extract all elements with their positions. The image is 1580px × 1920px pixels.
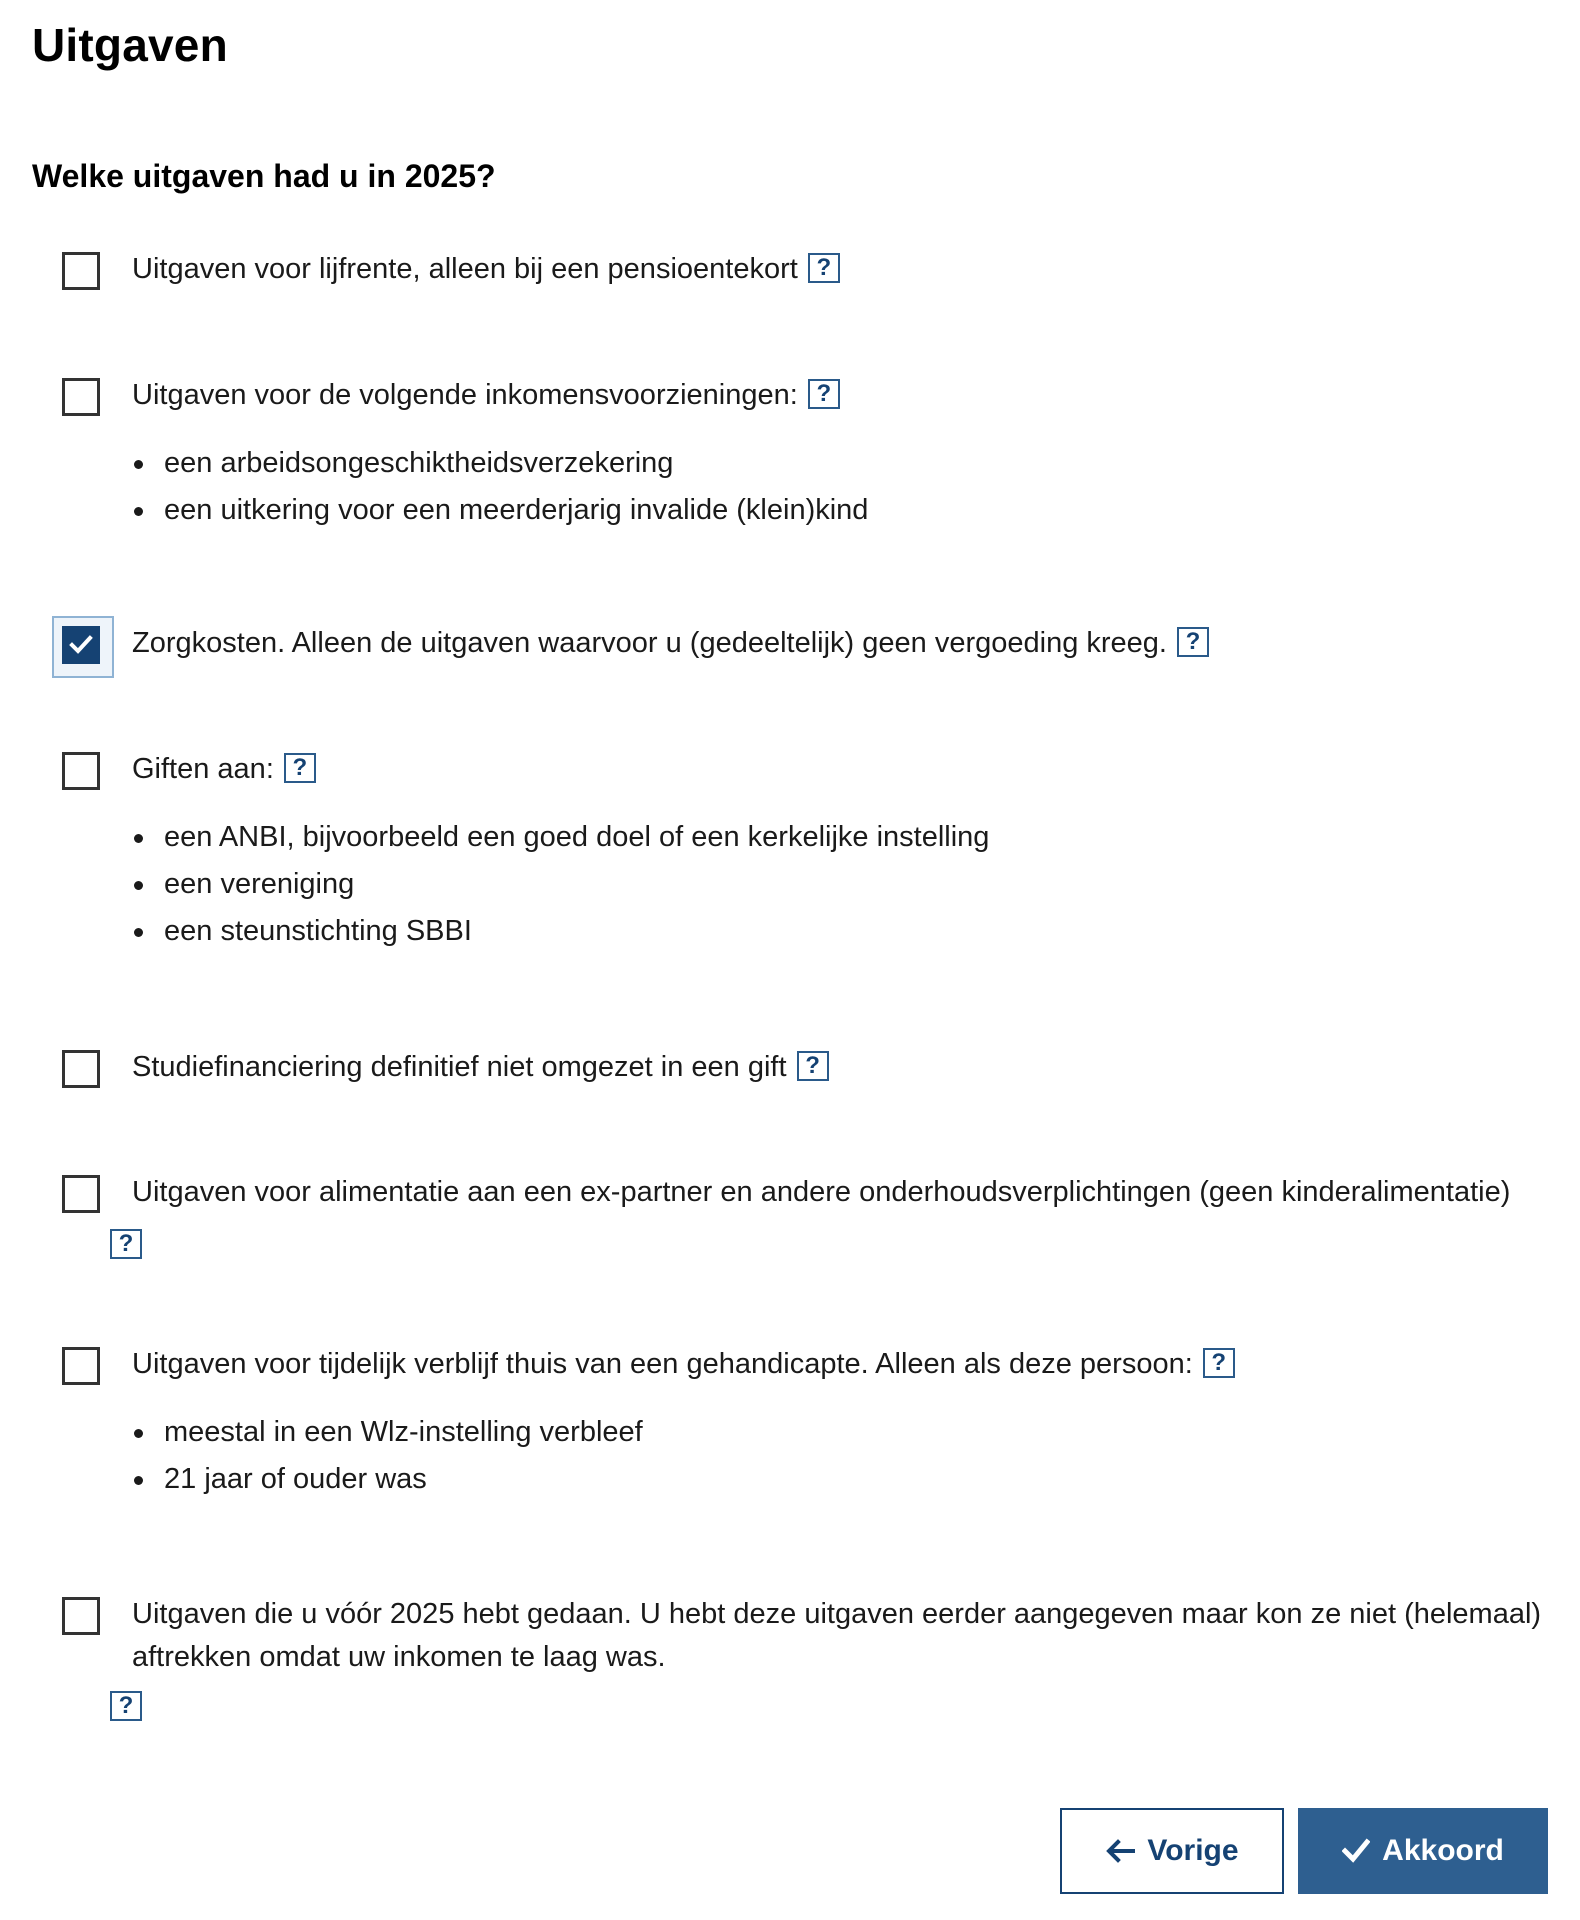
option-label: Uitgaven voor tijdelijk verblijf thuis van een gehandicapte. Alleen als deze persoon: ? [132,1343,1235,1386]
question-heading: Welke uitgaven had u in 2025? [32,158,496,194]
checkbox-giften[interactable] [62,752,100,790]
option-label: Uitgaven voor alimentatie aan een ex-partner en andere onderhoudsverplichtingen (geen kinderalimentatie) [132,1176,1511,1208]
arrow-left-icon [1105,1838,1135,1864]
confirm-button-label: Akkoord [1382,1834,1504,1867]
list-item: een ANBI, bijvoorbeeld een goed doel of een kerkelijke instelling [132,814,989,861]
option-label: Uitgaven voor de volgende inkomensvoorzieningen: ? [132,374,840,417]
option-label-line: Uitgaven die u vóór 2025 hebt gedaan. U hebt deze uitgaven eerder aangegeven maar kon ze niet (helemaal) [132,1598,1542,1630]
list-item: een arbeidsongeschiktheidsverzekering [132,440,868,487]
help-icon[interactable]: ? [797,1051,829,1081]
bullet-list [132,1409,643,1503]
help-icon[interactable]: ? [808,379,840,409]
checkbox-eerdere-uitgaven[interactable] [62,1597,100,1635]
bullet-icon [134,928,143,937]
bullet-icon [134,507,143,516]
checkmark-icon [69,633,93,657]
bullet-icon [134,1476,143,1485]
list-item: een uitkering voor een meerderjarig invalide (klein)kind [132,487,868,534]
help-icon[interactable]: ? [1203,1348,1235,1378]
bullet-icon [134,834,143,843]
checkbox-alimentatie[interactable] [62,1175,100,1213]
option-label: Studiefinanciering definitief niet omgezet in een gift ? [132,1046,829,1089]
bullet-list [132,814,989,955]
list-item: een steunstichting SBBI [132,908,989,955]
list-item: een vereniging [132,861,989,908]
checkbox-zorgkosten[interactable] [62,626,100,664]
checkbox-tijdelijk-verblijf[interactable] [62,1347,100,1385]
help-icon[interactable]: ? [808,253,840,283]
option-label: Zorgkosten. Alleen de uitgaven waarvoor u (gedeeltelijk) geen vergoeding kreeg. ? [132,622,1209,665]
bullet-icon [134,460,143,469]
bullet-icon [134,881,143,890]
list-item: meestal in een Wlz-instelling verbleef [132,1409,643,1456]
list-item: 21 jaar of ouder was [132,1456,643,1503]
option-label-line: aftrekken omdat uw inkomen te laag was. [132,1641,666,1673]
previous-button-label: Vorige [1147,1834,1239,1867]
help-icon[interactable]: ? [284,753,316,783]
help-icon[interactable]: ? [1177,627,1209,657]
previous-button[interactable] [1060,1808,1284,1894]
bullet-icon [134,1429,143,1438]
option-label: Uitgaven voor lijfrente, alleen bij een pensioentekort ? [132,248,840,291]
checkmark-icon [1342,1838,1370,1864]
help-icon[interactable]: ? [110,1229,142,1259]
option-label [132,1593,1541,1679]
checkbox-lijfrente[interactable] [62,252,100,290]
checkbox-studiefinanciering[interactable] [62,1050,100,1088]
checkbox-inkomensvoorzieningen[interactable] [62,378,100,416]
option-label: Giften aan: ? [132,748,316,791]
help-icon[interactable]: ? [110,1691,142,1721]
bullet-list [132,440,868,534]
page-title: Uitgaven [32,19,228,71]
confirm-button[interactable] [1298,1808,1548,1894]
